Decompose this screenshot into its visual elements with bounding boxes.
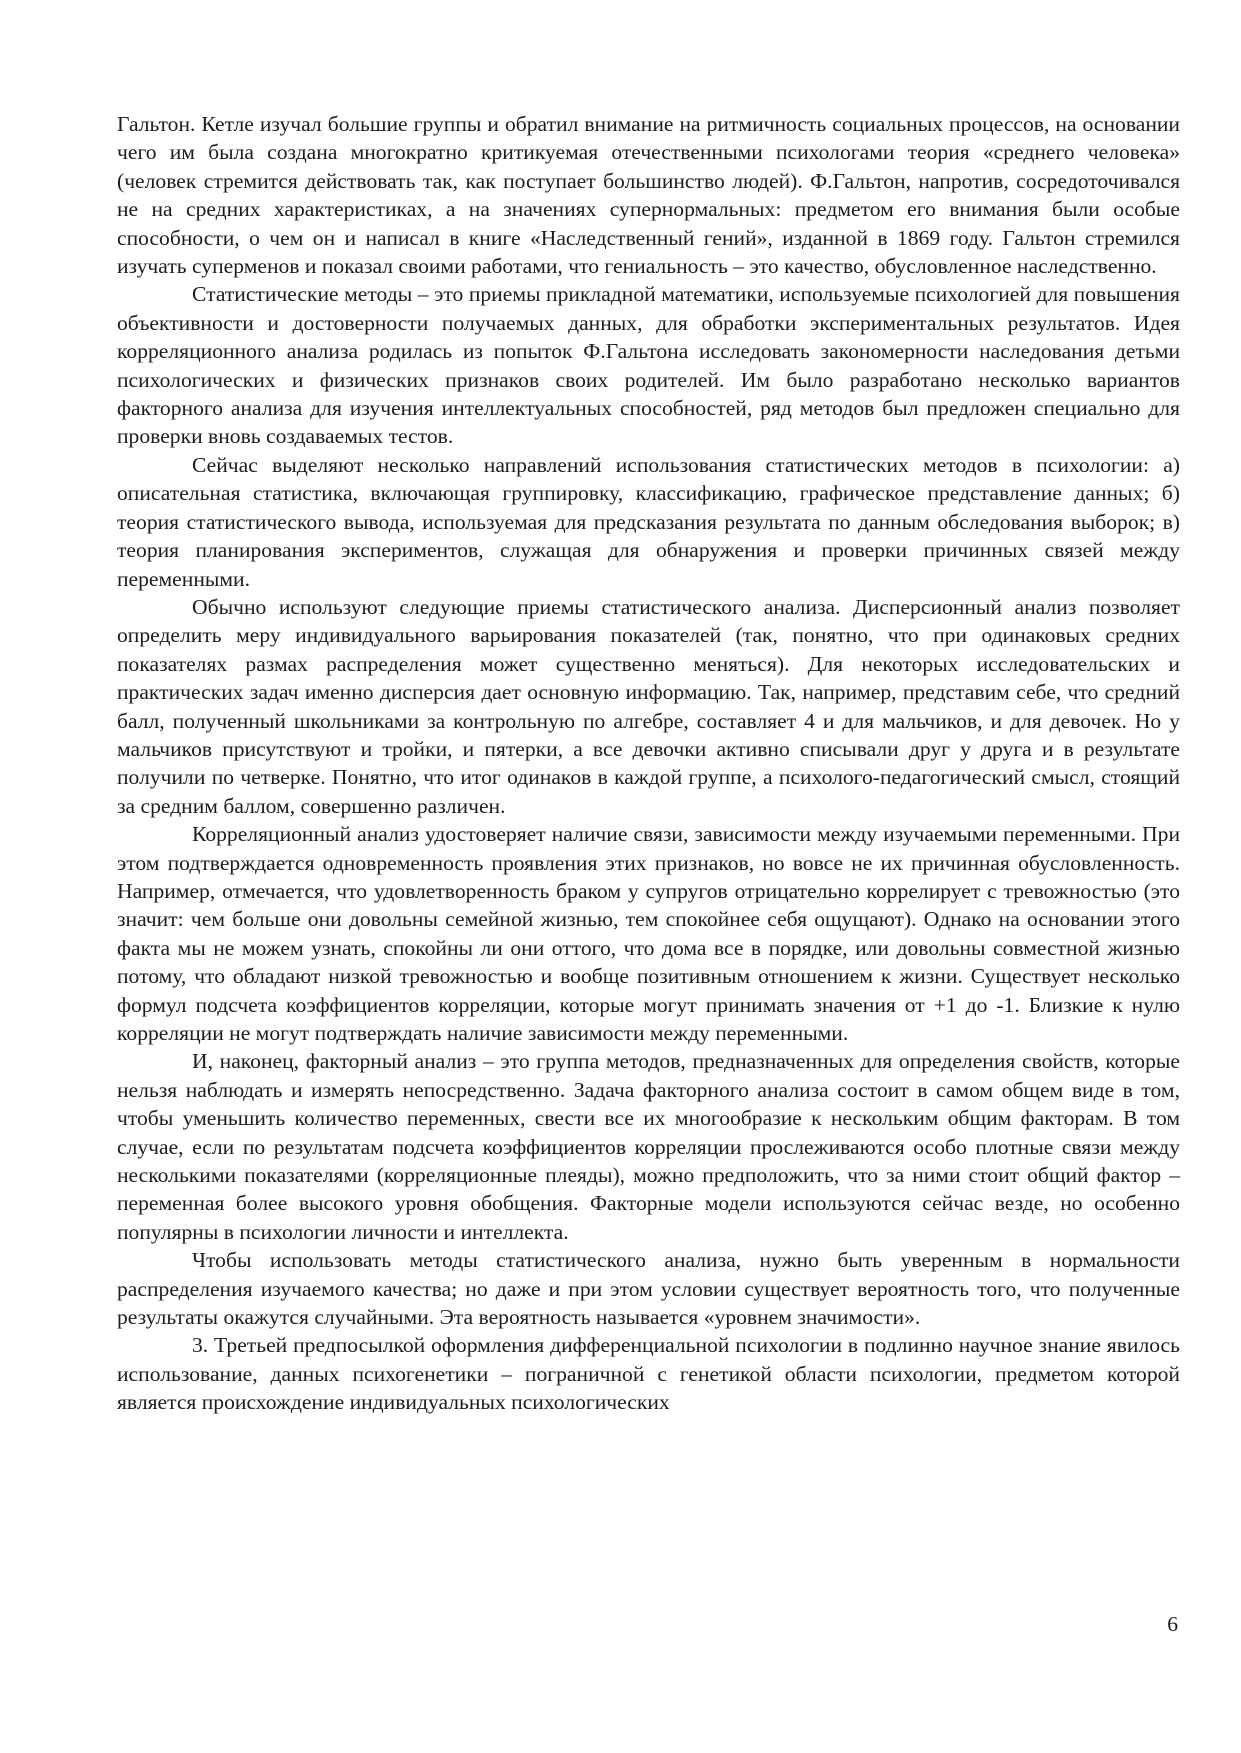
document-page xyxy=(117,110,1180,1417)
page-number: 6 xyxy=(1167,1612,1178,1636)
paragraph-7: Чтобы использовать методы статистического анализа, нужно быть уверенным в нормальности распределения изучаемого качества; но даже и при этом условии существует вероятность того, что полученные результаты окажутся случайными. Эта вероятность называется «уровнем значимости». xyxy=(117,1248,1180,1330)
paragraph-3: Сейчас выделяют несколько направлений использования статистических методов в психологии: а) описательная статистика, включающая группировку, классификацию, графическое представление данных; б) теория статистического вывода, используемая для предсказания результата по данным обследования выборок; в) теория планирования экспериментов, служащая для обнаружения и проверки причинных связей между переменными. xyxy=(117,452,1180,591)
paragraph-2: Статистические методы – это приемы прикладной математики, используемые психологией для повышения объективности и достоверности получаемых данных, для обработки экспериментальных результатов. Идея корреляционного анализа родилась из попыток Ф.Гальтона исследовать закономерности наследования детьми психологических и физических признаков своих родителей. Им было разработано несколько вариантов факторного анализа для изучения интеллектуальных способностей, ряд методов был предложен специально для проверки вновь создаваемых тестов. xyxy=(117,282,1180,449)
paragraph-1: Гальтон. Кетле изучал большие группы и обратил внимание на ритмичность социальных процессов, на основании чего им была создана многократно критикуемая отечественными психологами теория «среднего человека» (человек стремится действовать так, как поступает большинство людей). Ф.Гальтон, напротив, сосредоточивался не на средних характеристиках, а на значениях супернормальных: предметом его внимания были особые способности, о чем он и написал в книге «Наследственный гений», изданной в 1869 году. Гальтон стремился изучать суперменов и показал своими работами, что гениальность – это качество, обусловленное наследственно. xyxy=(117,112,1180,279)
paragraph-4: Обычно используют следующие приемы статистического анализа. Дисперсионный анализ позволяет определить меру индивидуального варьирования показателей (так, понятно, что при одинаковых средних показателях размах распределения может существенно меняться). Для некоторых исследовательских и практических задач именно дисперсия дает основную информацию. Так, например, представим себе, что средний балл, полученный школьниками за контрольную по алгебре, составляет 4 и для мальчиков, и для девочек. Но у мальчиков присутствуют и тройки, и пятерки, а все девочки активно списывали друг у друга и в результате получили по четверке. Понятно, что итог одинаков в каждой группе, а психолого-педагогический смысл, стоящий за средним баллом, совершенно различен. xyxy=(117,594,1180,818)
paragraph-5: Корреляционный анализ удостоверяет наличие связи, зависимости между изучаемыми переменными. При этом подтверждается одновременность проявления этих признаков, но вовсе не их причинная обусловленность. Например, отмечается, что удовлетворенность браком у супругов отрицательно коррелирует с тревожностью (это значит: чем больше они довольны семейной жизнью, тем спокойнее себя ощущают). Однако на основании этого факта мы не можем узнать, спокойны ли они оттого, что дома все в порядке, или довольны совместной жизнью потому, что обладают низкой тревожностью и вообще позитивным отношением к жизни. Существует несколько формул подсчета коэффициентов корреляции, которые могут принимать значения от +1 до -1. Близкие к нулю корреляции не могут подтверждать наличие зависимости между переменными. xyxy=(117,822,1180,1045)
paragraph-8: 3. Третьей предпосылкой оформления дифференциальной психологии в подлинно научное знание явилось использование, данных психогенетики – пограничной с генетикой области психологии, предметом которой является происхождение индивидуальных психологических xyxy=(117,1333,1180,1415)
paragraph-6: И, наконец, факторный анализ – это группа методов, предназначенных для определения свойств, которые нельзя наблюдать и измерять непосредственно. Задача факторного анализа состоит в самом общем виде в том, чтобы уменьшить количество переменных, свести все их многообразие к нескольким общим факторам. В том случае, если по результатам подсчета коэффициентов корреляции прослеживаются особо плотные связи между несколькими показателями (корреляционные плеяды), можно предположить, что за ними стоит общий фактор – переменная более высокого уровня обобщения. Факторные модели используются сейчас везде, но особенно популярны в психологии личности и интеллекта. xyxy=(117,1049,1180,1244)
